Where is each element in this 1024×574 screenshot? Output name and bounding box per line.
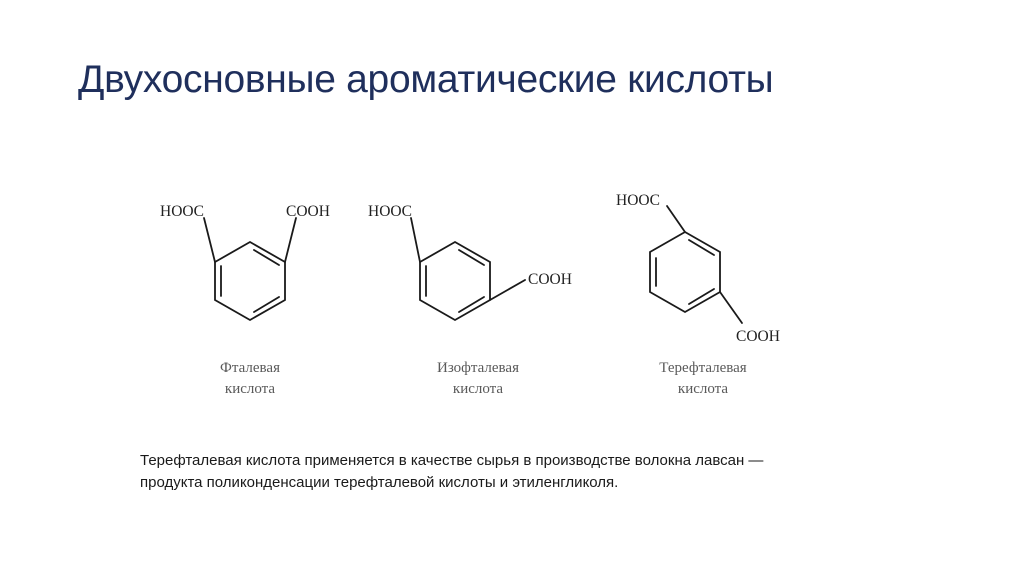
structure-caption: Фталевая bbox=[220, 360, 280, 376]
substituent-label: COOH bbox=[736, 328, 780, 345]
structure-phthalic bbox=[160, 203, 330, 397]
structure-caption: кислота bbox=[452, 381, 504, 397]
bond-substituent bbox=[720, 292, 742, 323]
body-paragraph bbox=[140, 450, 900, 494]
body-line: Терефталевая кислота применяется в качестве сырья в производстве волокна лавсан — bbox=[140, 452, 764, 469]
benzene-ring bbox=[420, 242, 490, 320]
slide-title: Двухосновные ароматические кислоты bbox=[78, 58, 774, 101]
structures-svg bbox=[140, 180, 860, 410]
bond-substituent bbox=[285, 218, 296, 262]
substituent-label: HOOC bbox=[616, 192, 660, 209]
body-line: продукта поликонденсации терефталевой кислоты и этиленгликоля. bbox=[140, 474, 619, 491]
substituent-label: COOH bbox=[528, 271, 572, 288]
structure-caption: Изофталевая bbox=[436, 360, 520, 376]
structure-isophthalic bbox=[368, 203, 572, 397]
benzene-ring bbox=[650, 232, 720, 312]
structure-caption: кислота bbox=[677, 381, 729, 397]
substituent-label: COOH bbox=[286, 203, 330, 220]
structure-caption: Терефталевая bbox=[659, 360, 747, 376]
benzene-ring bbox=[215, 242, 285, 320]
chemical-structures-figure bbox=[140, 180, 860, 410]
structure-terephthalic bbox=[616, 192, 780, 397]
bond-substituent bbox=[667, 206, 685, 232]
substituent-label: HOOC bbox=[368, 203, 412, 220]
structure-caption: кислота bbox=[224, 381, 276, 397]
bond-substituent bbox=[411, 218, 420, 262]
bond-substituent bbox=[490, 280, 525, 300]
substituent-label: HOOC bbox=[160, 203, 204, 220]
bond-substituent bbox=[204, 218, 215, 262]
